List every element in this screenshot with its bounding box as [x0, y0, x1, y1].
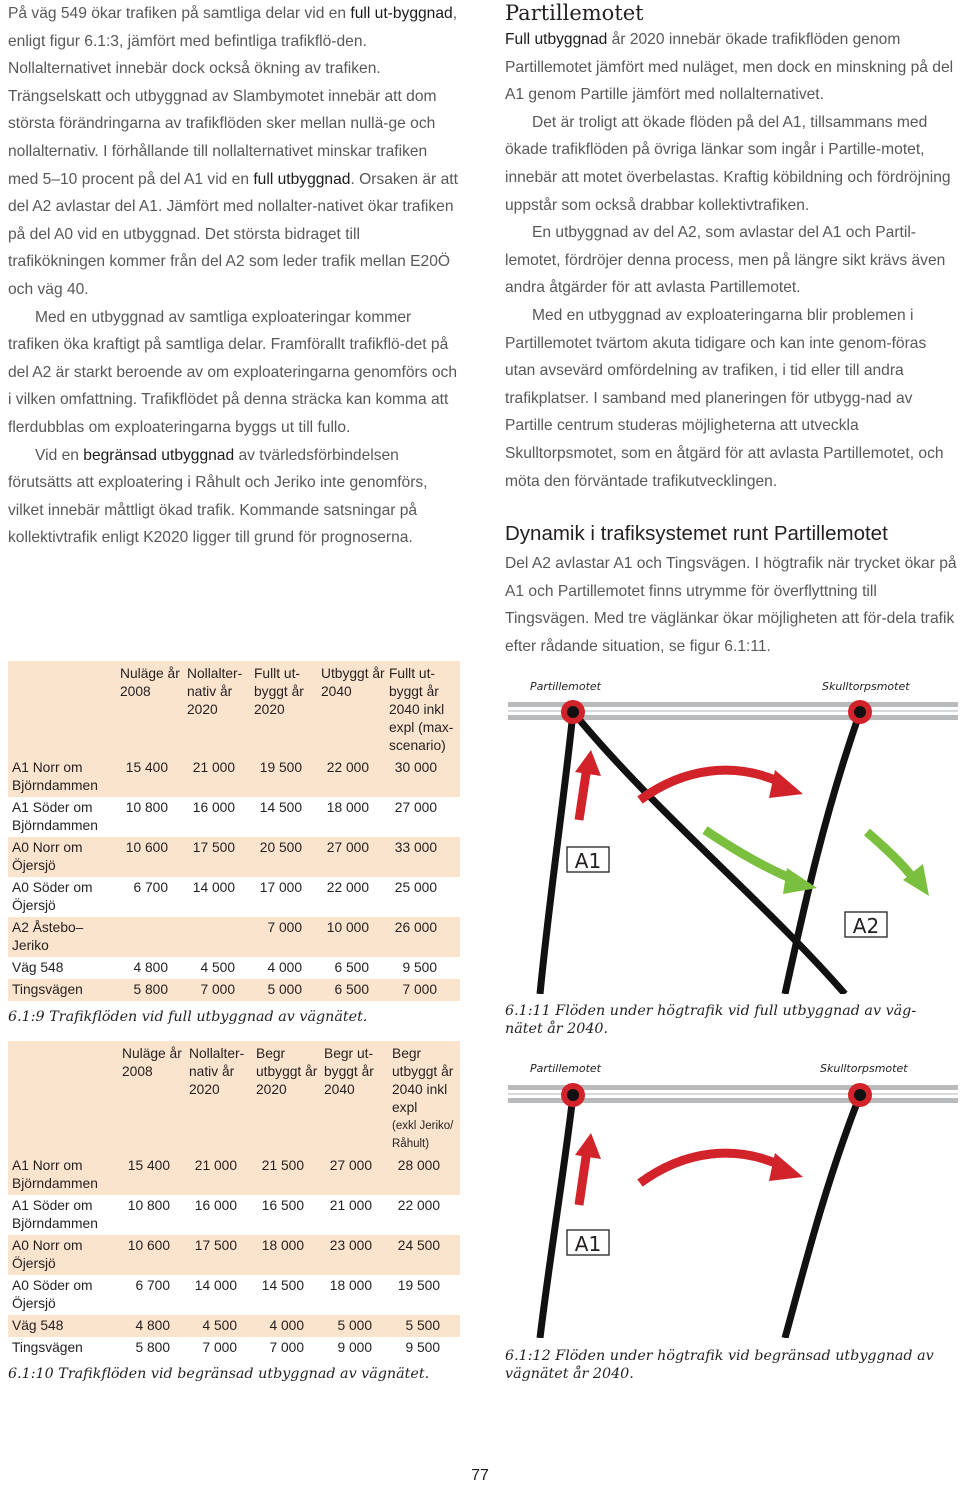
table-cell: 6 500: [334, 960, 369, 975]
svg-text:A1: A1: [574, 849, 602, 873]
row-label: A1 Norr om Björndammen: [12, 1158, 98, 1191]
row-label: Tingsvägen: [12, 1340, 83, 1355]
table-cell: 18 000: [329, 1278, 372, 1293]
text-run: , enligt figur 6.1:3, jämfört med befintliga trafikflö-den. Nollalternativet innebär dock också ökning av trafiken. Trängselskatt och utbyggnad av Slambymotet innebär att dom största förändringarna av trafikflöden sker mellan nullä-ge och nollalternativ.: [8, 5, 458, 160]
table-cell: 19 500: [259, 760, 302, 775]
table-row: [8, 979, 460, 1001]
table-row: [8, 1235, 460, 1275]
row-label: A0 Norr om Öjersjö: [12, 1238, 83, 1271]
text-run: . Orsaken är att del A2 avlastar del A1. Jämfört med nollalter-nativet ökar trafiken på del A0 vid en utbyggnad. Det största bidraget till trafikökningen kommer från del A2 som leder trafik mellan E20Ö och väg 40.: [8, 170, 458, 298]
left-paragraph-3: [8, 442, 460, 552]
table-cell: 4 500: [200, 960, 235, 975]
table-row: [8, 1315, 460, 1337]
column-header: Nollalter-nativ år 2020: [189, 1046, 245, 1097]
text-run: av tvärledsförbindelsen förutsätts att exploatering i Råhult och Jeriko inte genomförs, vilket innebär måttligt ökad trafik. Kommande satsningar på kollektivtrafik enligt K2020 ligger till grund för prognoserna.: [8, 446, 428, 547]
table-cell: 4 800: [133, 960, 168, 975]
table-cell: 15 400: [127, 1158, 170, 1173]
right-column: [505, 0, 957, 660]
row-label: A1 Söder om Björndammen: [12, 1198, 98, 1231]
row-label: A0 Söder om Öjersjö: [12, 880, 93, 913]
table-cell: 9 000: [337, 1340, 372, 1355]
table-cell: 7 000: [202, 1340, 237, 1355]
label-skulltorpsmotet: Skulltorpsmotet: [822, 680, 910, 693]
table-cell: 27 000: [394, 800, 437, 815]
table-cell: 16 000: [192, 800, 235, 815]
table-cell: 14 000: [192, 880, 235, 895]
column-header: Begr utbyggt år 2040 inkl expl: [392, 1046, 454, 1115]
row-label: Tingsvägen: [12, 982, 83, 997]
text-run: begränsad utbyggnad: [83, 446, 235, 464]
road-link-a1: [540, 1095, 573, 1338]
right-paragraph-5: Del A2 avlastar A1 och Tingsvägen. I högtrafik när trycket ökar på A1 och Partillemotet finns utrymme för överflyttning till Tingsvägen. Med tre väglänkar ökar möjligheten att för-dela trafik efter rådande situation, se figur 6.1:11.: [505, 555, 957, 655]
table-cell: 28 000: [397, 1158, 440, 1173]
arrow-red-to-skulltorp: [640, 770, 780, 800]
table-cell: 9 500: [405, 1340, 440, 1355]
right-paragraph-2: Det är troligt att ökade flöden på del A1, tillsammans med ökade trafikflöden på övriga länkar som ingår i Partille-motet, innebär att motet överbelastas. Kraftig köbildning och fördröjning uppstår som också drabbar kollektivtrafiken.: [505, 113, 951, 214]
table-row: [8, 757, 460, 797]
table-cell: 5 000: [337, 1318, 372, 1333]
column-header: Nollalter-nativ år 2020: [187, 666, 243, 717]
table-row: [8, 917, 460, 957]
arrow-red-a1: [579, 1150, 587, 1205]
table-row: [8, 1195, 460, 1235]
table-cell: 14 500: [261, 1278, 304, 1293]
table-cell: 5 000: [267, 982, 302, 997]
table-cell: 22 000: [326, 760, 369, 775]
table-cell: 4 000: [267, 960, 302, 975]
traffic-table-limited-expansion: [8, 1041, 460, 1358]
arrow-red-a1: [579, 767, 587, 820]
table-cell: 7 000: [402, 982, 437, 997]
column-header: Begr ut-byggt år 2040: [324, 1046, 374, 1097]
text-run: På väg 549 ökar trafiken på samtliga delar vid en: [8, 5, 351, 22]
right-paragraph-1: [505, 26, 957, 109]
column-header: Nuläge år 2008: [122, 1046, 182, 1079]
table-cell: 15 400: [125, 760, 168, 775]
left-column: [8, 0, 460, 552]
table-cell: 22 000: [326, 880, 369, 895]
table-cell: 21 000: [194, 1158, 237, 1173]
table-cell: 26 000: [394, 920, 437, 935]
table-cell: 22 000: [397, 1198, 440, 1213]
label-skulltorpsmotet: Skulltorpsmotet: [820, 1062, 908, 1075]
text-run: Full utbyggnad: [505, 31, 608, 48]
table-cell: 17 500: [194, 1238, 237, 1253]
column-header-note: (exkl Jeriko/ Råhult): [392, 1120, 454, 1150]
right-paragraph-4: Med en utbyggnad av exploateringarna blir problemen i Partillemotet tvärtom akuta tidigare och kan inte genom-föras utan avsevärd omfördelning av trafiken, i tid eller till andra trafikplatser. I samband med planeringen för utbygg-nad av Partille centrum studeras möjligheterna att utveckla Skulltorpsmotet, som en åtgärd för att avlasta Partillemotet, och möta den förväntade trafikutvecklingen.: [505, 306, 944, 490]
table-cell: 10 800: [125, 800, 168, 815]
flow-diagram-limited-expansion: [505, 1055, 960, 1338]
column-header: Begr utbyggt år 2020: [256, 1046, 318, 1097]
text-run: Vid en: [35, 446, 84, 464]
table-row: [8, 1275, 460, 1315]
row-label: A0 Söder om Öjersjö: [12, 1278, 93, 1311]
table-cell: 19 500: [397, 1278, 440, 1293]
table-cell: 17 500: [192, 840, 235, 855]
arrow-green-a2-1: [705, 830, 795, 880]
table-cell: 10 600: [125, 840, 168, 855]
table-cell: 21 000: [192, 760, 235, 775]
arrow-green-a2-2: [867, 832, 913, 878]
table1-caption: 6.1:9 Trafikflöden vid full utbyggnad av vägnätet.: [8, 1009, 368, 1025]
table-cell: 6 700: [133, 880, 168, 895]
text-run: full utbyggnad: [253, 170, 351, 188]
text-run: full ut-byggnad: [350, 5, 453, 22]
column-header: Fullt ut-byggt år 2040 inkl expl (max-scenario): [389, 666, 454, 753]
table-cell: 17 000: [259, 880, 302, 895]
table-cell: 16 500: [261, 1198, 304, 1213]
row-label: A1 Söder om Björndammen: [12, 800, 98, 833]
table-cell: 21 500: [261, 1158, 304, 1173]
section-heading-partillemotet: Partillemotet: [505, 1, 644, 25]
table-cell: 27 000: [326, 840, 369, 855]
svg-text:A2: A2: [852, 914, 880, 938]
table-cell: 10 000: [326, 920, 369, 935]
table-cell: 18 000: [326, 800, 369, 815]
table-cell: 24 500: [397, 1238, 440, 1253]
table-cell: 4 000: [269, 1318, 304, 1333]
flow-diagram-full-expansion: [505, 672, 960, 994]
text-run: Med en utbyggnad av samtliga exploateringar kommer trafiken öka kraftigt på samtliga delar. Framförallt trafikflö-det på del A2 är starkt beroende av om exploateringarna genomförs och i vilken omfattning. Trafikflödet på denna sträcka kan komma att flerdubblas om exploateringarna byggs ut till fullo.: [8, 308, 458, 436]
table-cell: 7 000: [200, 982, 235, 997]
arrow-red-to-skulltorp: [640, 1153, 780, 1183]
page-number: 77: [471, 1467, 489, 1484]
road-link-skulltorp: [785, 712, 860, 994]
table-cell: 7 000: [269, 1340, 304, 1355]
text-run: år 2020 innebär ökade trafikflöden genom Partillemotet jämfört med nuläget, men dock en minskning på del A1 genom Partille jämfört med nollalternativet.: [505, 31, 954, 104]
traffic-table-full-expansion: [8, 661, 460, 1001]
road-link-skulltorp: [785, 1095, 860, 1338]
table-cell: 6 500: [334, 982, 369, 997]
left-paragraph-2: [8, 304, 460, 442]
table-cell: 9 500: [402, 960, 437, 975]
table-cell: 21 000: [329, 1198, 372, 1213]
table-cell: 23 000: [329, 1238, 372, 1253]
svg-text:A1: A1: [574, 1232, 602, 1256]
column-header: Utbyggt år 2040: [321, 666, 385, 699]
table-cell: 7 000: [267, 920, 302, 935]
label-partillemotet: Partillemotet: [530, 1062, 601, 1075]
table-cell: 5 800: [135, 1340, 170, 1355]
table-cell: 5 500: [405, 1318, 440, 1333]
table-row: [8, 797, 460, 837]
table-cell: 4 800: [135, 1318, 170, 1333]
section-heading-dynamik: Dynamik i trafiksystemet runt Partillemotet: [505, 522, 888, 546]
table-row: [8, 877, 460, 917]
table-row: [8, 957, 460, 979]
right-paragraph-3: En utbyggnad av del A2, som avlastar del A1 och Partil-lemotet, fördröjer denna process, men på längre sikt krävs även andra åtgärder för att avlasta Partillemotet.: [505, 224, 946, 297]
table-cell: 5 800: [133, 982, 168, 997]
table-cell: 4 500: [202, 1318, 237, 1333]
row-label: Väg 548: [12, 1318, 64, 1333]
table2-caption: 6.1:10 Trafikflöden vid begränsad utbyggnad av vägnätet.: [8, 1366, 430, 1382]
row-label: Väg 548: [12, 960, 64, 975]
figure1-caption: 6.1:11 Flöden under högtrafik vid full utbyggnad av väg-nätet år 2040.: [505, 1003, 917, 1037]
column-header: Fullt ut-byggt år 2020: [254, 666, 304, 717]
table-cell: 27 000: [329, 1158, 372, 1173]
row-label: A2 Åstebo–Jeriko: [12, 920, 84, 953]
row-label: A0 Norr om Öjersjö: [12, 840, 83, 873]
row-label: A1 Norr om Björndammen: [12, 760, 98, 793]
column-header: Nuläge år 2008: [120, 666, 180, 699]
table-cell: 10 600: [127, 1238, 170, 1253]
table-cell: 14 500: [259, 800, 302, 815]
table-cell: 18 000: [261, 1238, 304, 1253]
text-run: I förhållande till nollalternativet minskar trafiken med 5–10 procent på del A1 vid en: [8, 142, 428, 188]
table-cell: 10 800: [127, 1198, 170, 1213]
table-row: [8, 1155, 460, 1195]
table-row: [8, 837, 460, 877]
table-cell: 30 000: [394, 760, 437, 775]
table-cell: 20 500: [259, 840, 302, 855]
table-cell: 25 000: [394, 880, 437, 895]
left-paragraph-1: [8, 0, 460, 304]
table-cell: 6 700: [135, 1278, 170, 1293]
table-cell: 16 000: [194, 1198, 237, 1213]
table-cell: 33 000: [394, 840, 437, 855]
label-partillemotet: Partillemotet: [530, 680, 601, 693]
table-row: [8, 1337, 460, 1359]
figure2-caption: 6.1:12 Flöden under högtrafik vid begränsad utbyggnad av vägnätet år 2040.: [505, 1348, 934, 1382]
road-link-a2: [573, 712, 845, 994]
table-cell: 14 000: [194, 1278, 237, 1293]
